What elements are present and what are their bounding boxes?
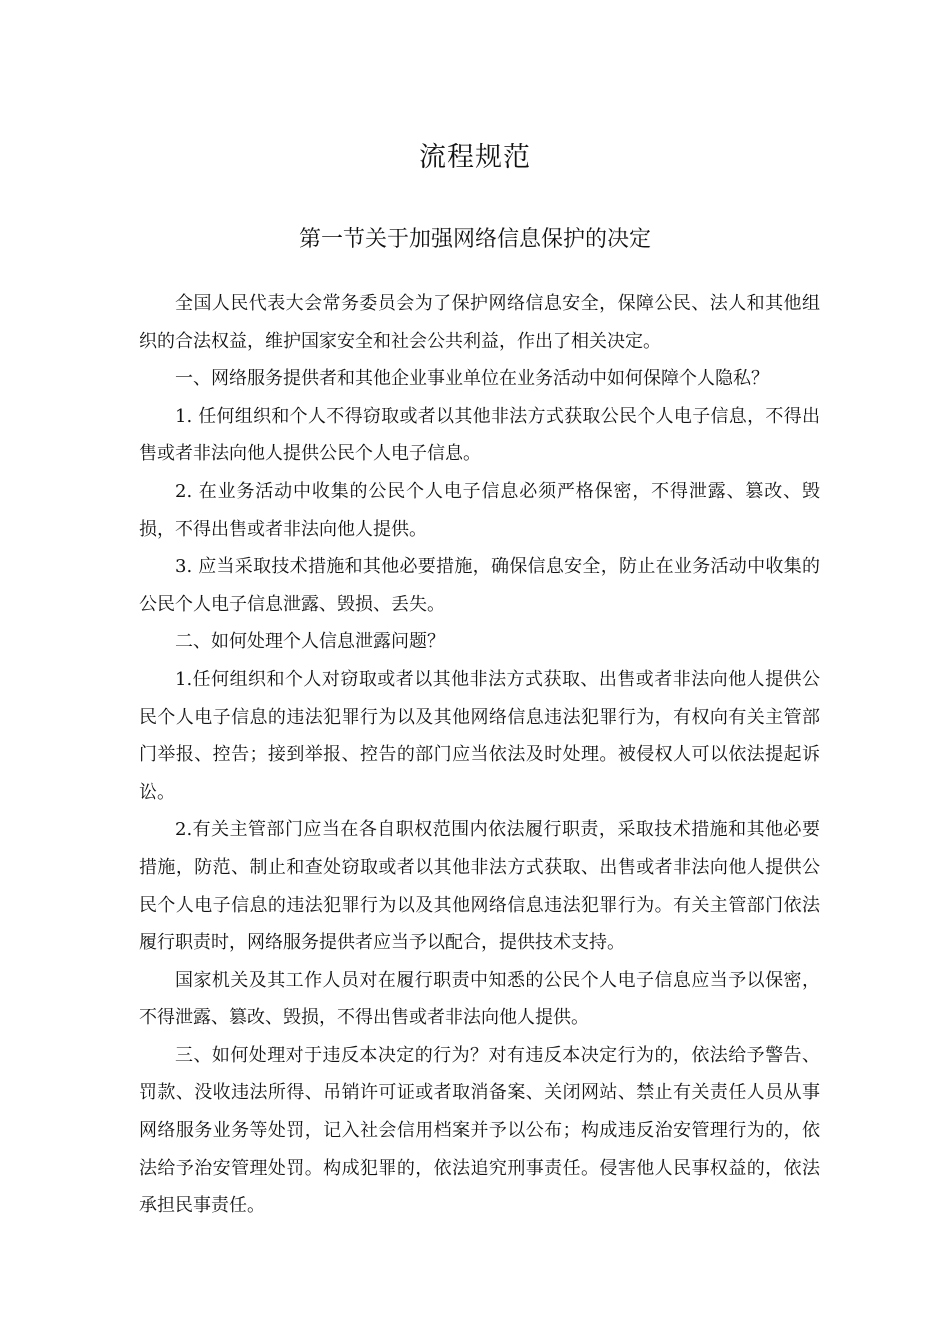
question-one-item-2: 2. 在业务活动中收集的公民个人电子信息必须严格保密，不得泄露、篡改、毁损，不得出售或者非法向他人提供。 — [139, 480, 820, 540]
question-two-item-1: 1.任何组织和个人对窃取或者以其他非法方式获取、出售或者非法向他人提供公民个人电子信息的违法犯罪行为以及其他网络信息违法犯罪行为，有权向有关主管部门举报、控告；接到举报、控告的部门应当依法及时处理。被侵权人可以依法提起诉讼。 — [139, 668, 820, 803]
document-body — [139, 285, 820, 1225]
question-three-paragraph: 三、如何处理对于违反本决定的行为？对有违反本决定行为的，依法给予警告、罚款、没收违法所得、吊销许可证或者取消备案、关闭网站、禁止有关责任人员从事网络服务业务等处罚，记入社会信用档案并予以公布；构成违反治安管理行为的，依法给予治安管理处罚。构成犯罪的，依法追究刑事责任。侵害他人民事权益的，依法承担民事责任。 — [139, 1044, 820, 1217]
question-two-heading: 二、如何处理个人信息泄露问题？ — [175, 631, 445, 653]
question-one-item-1: 1. 任何组织和个人不得窃取或者以其他非法方式获取公民个人电子信息，不得出售或者非法向他人提供公民个人电子信息。 — [139, 405, 820, 465]
question-two-item-2: 2.有关主管部门应当在各自职权范围内依法履行职责，采取技术措施和其他必要措施，防范、制止和查处窃取或者以其他非法方式获取、出售或者非法向他人提供公民个人电子信息的违法犯罪行为以及其他网络信息违法犯罪行为。有关主管部门依法履行职责时，网络服务提供者应当予以配合，提供技术支持。 — [139, 819, 820, 954]
state-organs-paragraph: 国家机关及其工作人员对在履行职责中知悉的公民个人电子信息应当予以保密，不得泄露、篡改、毁损，不得出售或者非法向他人提供。 — [139, 969, 820, 1029]
question-one-heading: 一、网络服务提供者和其他企业事业单位在业务活动中如何保障个人隐私？ — [175, 368, 769, 390]
intro-paragraph: 全国人民代表大会常务委员会为了保护网络信息安全，保障公民、法人和其他组织的合法权益，维护国家安全和社会公共利益，作出了相关决定。 — [139, 293, 820, 352]
document-title: 流程规范 — [419, 142, 531, 173]
question-one-item-3: 3. 应当采取技术措施和其他必要措施，确保信息安全，防止在业务活动中收集的公民个人电子信息泄露、毁损、丢失。 — [139, 556, 820, 615]
section-title: 第一节关于加强网络信息保护的决定 — [298, 227, 651, 252]
